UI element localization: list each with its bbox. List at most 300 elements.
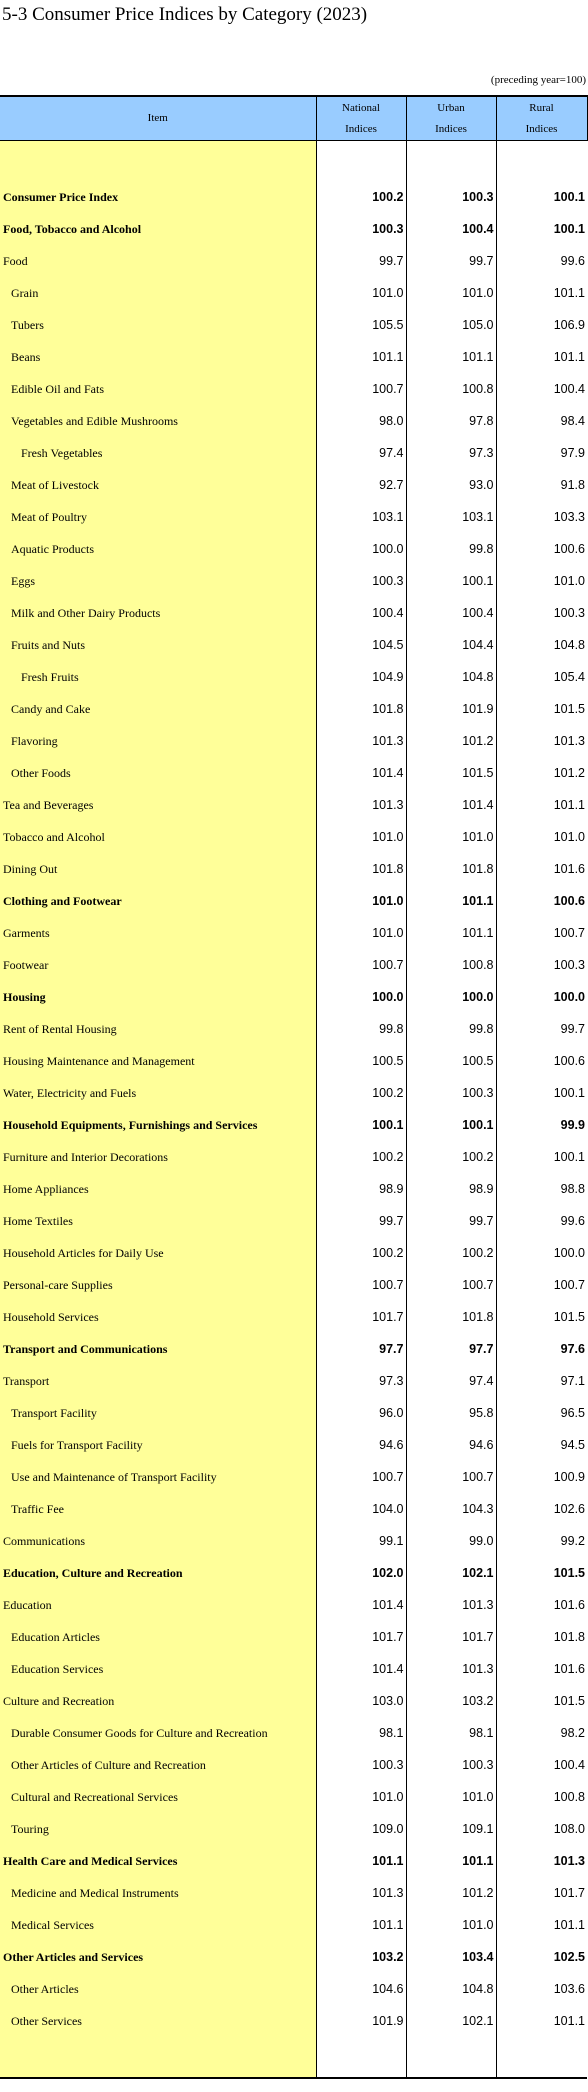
- rural-index: 101.5: [553, 702, 585, 716]
- rural-index: 101.6: [553, 1662, 585, 1676]
- unit-note: (preceding year=100): [490, 74, 586, 86]
- rural-index: 101.3: [553, 734, 585, 748]
- rural-index: 101.7: [553, 1886, 585, 1900]
- national-index: 101.1: [316, 341, 406, 373]
- national-index: 101.0: [316, 885, 406, 917]
- item-label: Consumer Price Index: [0, 181, 316, 213]
- national-index: 101.4: [316, 1589, 406, 1621]
- table-row: [0, 1333, 587, 1365]
- rural-index: 101.1: [553, 286, 585, 300]
- item-label: Food: [0, 245, 316, 277]
- header-national-line2: Indices: [345, 122, 377, 135]
- rural-index: 101.6: [553, 1598, 585, 1612]
- rural-index: 104.8: [553, 638, 585, 652]
- national-index: 100.7: [316, 1269, 406, 1301]
- rural-index: 97.1: [560, 1374, 585, 1388]
- urban-index: 100.4: [406, 597, 496, 629]
- urban-index: 100.7: [406, 1269, 496, 1301]
- urban-index: 102.1: [406, 1557, 496, 1589]
- urban-index: 97.3: [406, 437, 496, 469]
- item-label: Other Articles: [0, 1973, 316, 2005]
- table-row: [0, 661, 587, 693]
- table-header-row: [0, 96, 587, 141]
- table-row: [0, 693, 587, 725]
- rural-index: 102.5: [553, 1950, 585, 1964]
- rural-index: 97.6: [560, 1342, 585, 1356]
- table-row: [0, 1301, 587, 1333]
- item-label: Footwear: [0, 949, 316, 981]
- item-label: Fresh Fruits: [0, 661, 316, 693]
- urban-index: 101.8: [406, 1301, 496, 1333]
- table-row: [0, 725, 587, 757]
- item-label: Candy and Cake: [0, 693, 316, 725]
- table-row: [0, 1173, 587, 1205]
- rural-index: 100.1: [553, 222, 585, 236]
- urban-index: 100.3: [406, 181, 496, 213]
- table-row: [0, 373, 587, 405]
- urban-index: 99.8: [406, 1013, 496, 1045]
- rural-index: 101.5: [553, 1310, 585, 1324]
- urban-index: 100.3: [406, 1077, 496, 1109]
- rural-index: 100.4: [553, 1758, 585, 1772]
- header-urban-line2: Indices: [435, 122, 467, 135]
- item-label: Vegetables and Edible Mushrooms: [0, 405, 316, 437]
- national-index: 99.1: [316, 1525, 406, 1557]
- header-national-line1: National: [342, 101, 380, 114]
- page-title: 5-3 Consumer Price Indices by Category (2023): [2, 4, 368, 25]
- item-label: Fruits and Nuts: [0, 629, 316, 661]
- item-label: Education: [0, 1589, 316, 1621]
- national-index: 101.3: [316, 725, 406, 757]
- national-index: 98.1: [316, 1717, 406, 1749]
- item-cell-empty: [0, 141, 316, 182]
- rural-index: 101.0: [553, 830, 585, 844]
- table-row: [0, 1685, 587, 1717]
- item-label: Household Articles for Daily Use: [0, 1237, 316, 1269]
- table-row: [0, 853, 587, 885]
- table-row: [0, 1493, 587, 1525]
- urban-cell-empty: [406, 2037, 496, 2078]
- urban-index: 101.1: [406, 341, 496, 373]
- item-label: Tobacco and Alcohol: [0, 821, 316, 853]
- urban-index: 101.4: [406, 789, 496, 821]
- rural-index: 100.0: [553, 990, 585, 1004]
- item-label: Transport Facility: [0, 1397, 316, 1429]
- urban-index: 101.8: [406, 853, 496, 885]
- urban-index: 105.0: [406, 309, 496, 341]
- rural-index: 94.5: [560, 1438, 585, 1452]
- rural-index: 101.1: [553, 350, 585, 364]
- national-index: 100.2: [316, 1141, 406, 1173]
- table-row: [0, 1237, 587, 1269]
- table-body: [0, 141, 587, 2079]
- national-index: 100.1: [316, 1109, 406, 1141]
- item-label: Beans: [0, 341, 316, 373]
- item-label: Touring: [0, 1813, 316, 1845]
- table-row: [0, 597, 587, 629]
- urban-cell-empty: [406, 141, 496, 182]
- national-index: 109.0: [316, 1813, 406, 1845]
- national-index: 98.0: [316, 405, 406, 437]
- cpi-table-container: [0, 95, 587, 2055]
- national-index: 101.0: [316, 917, 406, 949]
- rural-index: 108.0: [553, 1822, 585, 1836]
- national-index: 100.3: [316, 1749, 406, 1781]
- national-index: 100.2: [316, 1237, 406, 1269]
- national-index: 101.3: [316, 1877, 406, 1909]
- national-index: 92.7: [316, 469, 406, 501]
- national-index: 97.7: [316, 1333, 406, 1365]
- national-index: 100.7: [316, 949, 406, 981]
- urban-index: 109.1: [406, 1813, 496, 1845]
- rural-index: 99.6: [560, 254, 585, 268]
- item-label: Fuels for Transport Facility: [0, 1429, 316, 1461]
- urban-index: 101.7: [406, 1621, 496, 1653]
- table-row: [0, 629, 587, 661]
- bottom-row: [0, 2037, 587, 2078]
- table-row: [0, 1749, 587, 1781]
- rural-index: 106.9: [553, 318, 585, 332]
- item-label: Education Services: [0, 1653, 316, 1685]
- urban-index: 101.1: [406, 917, 496, 949]
- urban-index: 100.0: [406, 981, 496, 1013]
- item-label: Clothing and Footwear: [0, 885, 316, 917]
- urban-index: 99.7: [406, 1205, 496, 1237]
- rural-index: 100.8: [553, 1790, 585, 1804]
- item-label: Eggs: [0, 565, 316, 597]
- rural-index: 100.6: [553, 542, 585, 556]
- urban-index: 100.5: [406, 1045, 496, 1077]
- rural-index: 100.1: [553, 1150, 585, 1164]
- item-label: Home Appliances: [0, 1173, 316, 1205]
- rural-index: 98.8: [560, 1182, 585, 1196]
- national-index: 99.7: [316, 245, 406, 277]
- table-row: [0, 1013, 587, 1045]
- rural-index: 101.3: [553, 1854, 585, 1868]
- rural-index: 100.0: [553, 1246, 585, 1260]
- urban-index: 99.0: [406, 1525, 496, 1557]
- national-index: 100.0: [316, 533, 406, 565]
- urban-index: 100.8: [406, 949, 496, 981]
- table-row: [0, 1045, 587, 1077]
- rural-index: 99.9: [560, 1118, 585, 1132]
- table-row: [0, 1877, 587, 1909]
- item-label: Meat of Livestock: [0, 469, 316, 501]
- item-label: Medicine and Medical Instruments: [0, 1877, 316, 1909]
- header-urban-line1: Urban: [437, 101, 465, 114]
- table-row: [0, 1941, 587, 1973]
- rural-index: 99.2: [560, 1534, 585, 1548]
- table-row: [0, 405, 587, 437]
- urban-index: 104.3: [406, 1493, 496, 1525]
- table-row: [0, 1269, 587, 1301]
- item-label: Household Equipments, Furnishings and Services: [0, 1109, 316, 1141]
- rural-index: 97.9: [560, 446, 585, 460]
- national-index: 104.5: [316, 629, 406, 661]
- item-label: Grain: [0, 277, 316, 309]
- national-index: 101.9: [316, 2005, 406, 2037]
- table-row: [0, 501, 587, 533]
- item-label: Communications: [0, 1525, 316, 1557]
- rural-index: 101.5: [553, 1566, 585, 1580]
- item-label: Household Services: [0, 1301, 316, 1333]
- urban-index: 101.1: [406, 1845, 496, 1877]
- item-label: Home Textiles: [0, 1205, 316, 1237]
- table-row: [0, 757, 587, 789]
- item-label: Durable Consumer Goods for Culture and Recreation: [0, 1717, 316, 1749]
- national-index: 97.4: [316, 437, 406, 469]
- urban-index: 93.0: [406, 469, 496, 501]
- table-row: [0, 1621, 587, 1653]
- urban-index: 103.4: [406, 1941, 496, 1973]
- national-index: 100.2: [316, 181, 406, 213]
- urban-index: 100.1: [406, 1109, 496, 1141]
- national-index: 104.9: [316, 661, 406, 693]
- urban-index: 98.1: [406, 1717, 496, 1749]
- item-label: Education, Culture and Recreation: [0, 1557, 316, 1589]
- national-index: 100.7: [316, 1461, 406, 1493]
- table-row: [0, 1845, 587, 1877]
- rural-index: 100.1: [553, 1086, 585, 1100]
- item-label: Housing: [0, 981, 316, 1013]
- urban-index: 99.8: [406, 533, 496, 565]
- rural-index: 100.6: [553, 894, 585, 908]
- urban-index: 101.1: [406, 885, 496, 917]
- urban-index: 101.0: [406, 1781, 496, 1813]
- national-index: 104.6: [316, 1973, 406, 2005]
- table-row: [0, 821, 587, 853]
- table-row: [0, 469, 587, 501]
- item-label: Furniture and Interior Decorations: [0, 1141, 316, 1173]
- header-urban: [406, 96, 496, 141]
- urban-index: 97.8: [406, 405, 496, 437]
- table-row: [0, 309, 587, 341]
- item-cell-empty: [0, 2037, 316, 2078]
- rural-index: 100.3: [553, 606, 585, 620]
- table-row: [0, 1109, 587, 1141]
- national-index: 103.2: [316, 1941, 406, 1973]
- item-label: Tea and Beverages: [0, 789, 316, 821]
- rural-index: 101.0: [553, 574, 585, 588]
- urban-index: 101.0: [406, 821, 496, 853]
- rural-index: 101.1: [553, 798, 585, 812]
- item-label: Other Services: [0, 2005, 316, 2037]
- national-index: 101.3: [316, 789, 406, 821]
- national-index: 98.9: [316, 1173, 406, 1205]
- header-item: [0, 96, 316, 141]
- item-label: Water, Electricity and Fuels: [0, 1077, 316, 1109]
- urban-index: 104.8: [406, 1973, 496, 2005]
- rural-index: 100.7: [553, 926, 585, 940]
- national-index: 100.5: [316, 1045, 406, 1077]
- urban-index: 100.4: [406, 213, 496, 245]
- urban-index: 100.3: [406, 1749, 496, 1781]
- table-row: [0, 949, 587, 981]
- urban-index: 101.5: [406, 757, 496, 789]
- rural-cell-empty: [496, 141, 587, 182]
- urban-index: 100.2: [406, 1141, 496, 1173]
- table-row: [0, 341, 587, 373]
- urban-index: 98.9: [406, 1173, 496, 1205]
- item-label: Edible Oil and Fats: [0, 373, 316, 405]
- urban-index: 99.7: [406, 245, 496, 277]
- rural-index: 101.1: [553, 2014, 585, 2028]
- national-index: 101.4: [316, 1653, 406, 1685]
- urban-index: 97.7: [406, 1333, 496, 1365]
- header-item-label: Item: [147, 112, 168, 124]
- rural-index: 101.6: [553, 862, 585, 876]
- table-row: [0, 1205, 587, 1237]
- rural-index: 101.8: [553, 1630, 585, 1644]
- national-index: 99.7: [316, 1205, 406, 1237]
- rural-index: 99.6: [560, 1214, 585, 1228]
- rural-index: 101.1: [553, 1918, 585, 1932]
- rural-index: 96.5: [560, 1406, 585, 1420]
- item-label: Other Articles and Services: [0, 1941, 316, 1973]
- rural-cell-empty: [496, 2037, 587, 2078]
- item-label: Transport: [0, 1365, 316, 1397]
- item-label: Fresh Vegetables: [0, 437, 316, 469]
- urban-index: 95.8: [406, 1397, 496, 1429]
- urban-index: 97.4: [406, 1365, 496, 1397]
- table-row: [0, 1141, 587, 1173]
- urban-index: 100.8: [406, 373, 496, 405]
- national-index: 100.3: [316, 565, 406, 597]
- national-index: 101.7: [316, 1301, 406, 1333]
- national-index: 101.7: [316, 1621, 406, 1653]
- urban-index: 103.1: [406, 501, 496, 533]
- rural-index: 100.6: [553, 1054, 585, 1068]
- table-row: [0, 565, 587, 597]
- table-row: [0, 213, 587, 245]
- table-row: [0, 1589, 587, 1621]
- cpi-table: [0, 95, 588, 2079]
- urban-index: 104.8: [406, 661, 496, 693]
- item-label: Tubers: [0, 309, 316, 341]
- item-label: Food, Tobacco and Alcohol: [0, 213, 316, 245]
- national-index: 101.0: [316, 277, 406, 309]
- item-label: Rent of Rental Housing: [0, 1013, 316, 1045]
- urban-index: 101.2: [406, 725, 496, 757]
- rural-index: 105.4: [553, 670, 585, 684]
- table-row: [0, 1813, 587, 1845]
- rural-index: 101.5: [553, 1694, 585, 1708]
- table-row: [0, 533, 587, 565]
- item-label: Garments: [0, 917, 316, 949]
- table-row: [0, 1653, 587, 1685]
- item-label: Traffic Fee: [0, 1493, 316, 1525]
- national-index: 100.4: [316, 597, 406, 629]
- item-label: Health Care and Medical Services: [0, 1845, 316, 1877]
- national-index: 102.0: [316, 1557, 406, 1589]
- item-label: Culture and Recreation: [0, 1685, 316, 1717]
- urban-index: 101.3: [406, 1653, 496, 1685]
- header-rural: [496, 96, 587, 141]
- national-index: 100.3: [316, 213, 406, 245]
- national-index: 100.7: [316, 373, 406, 405]
- national-index: 101.1: [316, 1909, 406, 1941]
- national-index: 101.8: [316, 853, 406, 885]
- national-cell-empty: [316, 2037, 406, 2078]
- urban-index: 101.0: [406, 277, 496, 309]
- table-row: [0, 181, 587, 213]
- table-row: [0, 437, 587, 469]
- national-index: 96.0: [316, 1397, 406, 1429]
- item-label: Housing Maintenance and Management: [0, 1045, 316, 1077]
- item-label: Flavoring: [0, 725, 316, 757]
- table-row: [0, 1397, 587, 1429]
- table-row: [0, 245, 587, 277]
- national-cell-empty: [316, 141, 406, 182]
- rural-index: 100.7: [553, 1278, 585, 1292]
- table-row: [0, 789, 587, 821]
- item-label: Dining Out: [0, 853, 316, 885]
- header-national: [316, 96, 406, 141]
- table-row: [0, 885, 587, 917]
- urban-index: 101.2: [406, 1877, 496, 1909]
- national-index: 100.0: [316, 981, 406, 1013]
- rural-index: 100.9: [553, 1470, 585, 1484]
- urban-index: 101.9: [406, 693, 496, 725]
- header-rural-line2: Indices: [525, 122, 558, 135]
- table-row: [0, 1365, 587, 1397]
- table-row: [0, 1557, 587, 1589]
- header-rural-line1: Rural: [529, 101, 554, 114]
- national-index: 101.1: [316, 1845, 406, 1877]
- table-row: [0, 277, 587, 309]
- table-row: [0, 1717, 587, 1749]
- table-row: [0, 1525, 587, 1557]
- national-index: 101.8: [316, 693, 406, 725]
- item-label: Other Articles of Culture and Recreation: [0, 1749, 316, 1781]
- table-row: [0, 917, 587, 949]
- item-label: Use and Maintenance of Transport Facility: [0, 1461, 316, 1493]
- item-label: Meat of Poultry: [0, 501, 316, 533]
- urban-index: 103.2: [406, 1685, 496, 1717]
- table-row: [0, 1973, 587, 2005]
- item-label: Transport and Communications: [0, 1333, 316, 1365]
- urban-index: 100.2: [406, 1237, 496, 1269]
- rural-index: 100.4: [553, 382, 585, 396]
- urban-index: 101.3: [406, 1589, 496, 1621]
- national-index: 105.5: [316, 309, 406, 341]
- item-label: Other Foods: [0, 757, 316, 789]
- urban-index: 94.6: [406, 1429, 496, 1461]
- national-index: 101.4: [316, 757, 406, 789]
- rural-index: 101.2: [553, 766, 585, 780]
- national-index: 104.0: [316, 1493, 406, 1525]
- item-label: Cultural and Recreational Services: [0, 1781, 316, 1813]
- spacer-row: [0, 141, 587, 182]
- rural-index: 99.7: [560, 1022, 585, 1036]
- national-index: 101.0: [316, 821, 406, 853]
- rural-index: 103.6: [553, 1982, 585, 1996]
- national-index: 99.8: [316, 1013, 406, 1045]
- rural-index: 102.6: [553, 1502, 585, 1516]
- item-label: Medical Services: [0, 1909, 316, 1941]
- rural-index: 91.8: [560, 478, 585, 492]
- national-index: 94.6: [316, 1429, 406, 1461]
- table-row: [0, 1909, 587, 1941]
- urban-index: 101.0: [406, 1909, 496, 1941]
- urban-index: 102.1: [406, 2005, 496, 2037]
- urban-index: 100.1: [406, 565, 496, 597]
- table-row: [0, 1781, 587, 1813]
- rural-index: 98.2: [560, 1726, 585, 1740]
- rural-index: 100.1: [553, 190, 585, 204]
- national-index: 103.0: [316, 1685, 406, 1717]
- rural-index: 100.3: [553, 958, 585, 972]
